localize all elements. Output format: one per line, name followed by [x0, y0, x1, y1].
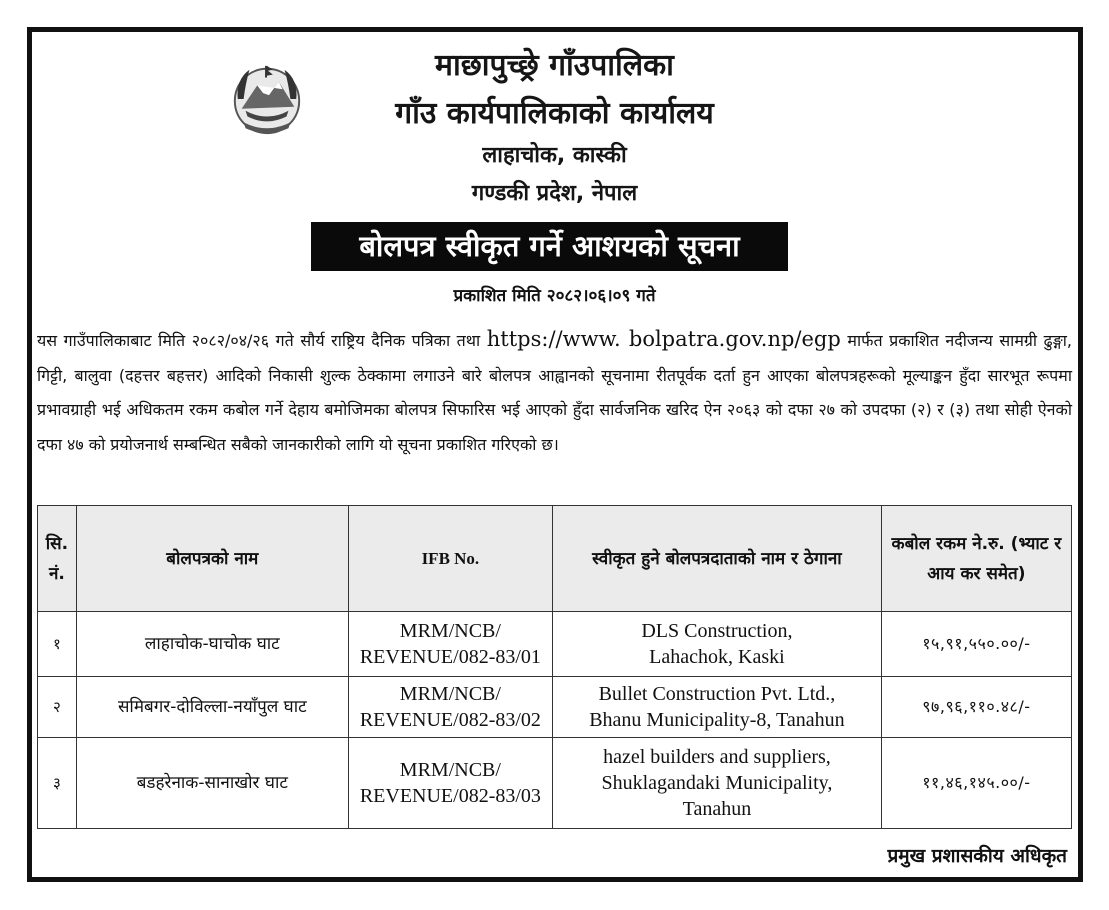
cell-ifb-no: [348, 738, 552, 829]
header-bid-amount: कबोल रकम ने.रु. (भ्याट र आय कर समेत): [881, 506, 1071, 612]
cell-bidder: [553, 677, 882, 738]
cell-bid-name: समिबगर-दोविल्ला-नयाँपुल घाट: [76, 677, 348, 738]
table-header-row: [38, 506, 1072, 612]
ifb-line-2: REVENUE/082-83/03: [359, 785, 541, 807]
cell-amount: १५,९१,५५०.००/-: [881, 612, 1071, 677]
bidder-line-2: Bhanu Municipality-8, Tanahun: [589, 709, 845, 731]
province-country: गण्डकी प्रदेश, नेपाल: [471, 181, 638, 206]
header-serial-no: सि. नं.: [38, 506, 77, 612]
header-ifb-no: IFB No.: [348, 506, 552, 612]
signatory-title: प्रमुख प्रशासकीय अधिकृत: [887, 845, 1067, 867]
cell-bidder: [553, 612, 882, 677]
bidder-line-1: Bullet Construction Pvt. Ltd.,: [598, 683, 836, 705]
body-text-part1: यस गाउँपालिकाबाट मिति २०८२/०४/२६ गते सौर्य राष्ट्रिय दैनिक पत्रिका तथा: [37, 331, 487, 350]
body-text-part2: मार्फत प्रकाशित नदीजन्य सामग्री ढुङ्गा, गिट्टी, बालुवा (दहत्तर बहत्तर) आदिको निकासी शुल्क ठेक्कामा लगाउने बारे बोलपत्र आह्वानको सूचनामा रीतपूर्वक दर्ता हुन आएका बोलपत्रहरूको मूल्याङ्कन हुँदा सारभूत रूपमा प्रभावग्राही भई अधिकतम रकम कबोल गर्ने देहाय बमोजिमका बोलपत्र सिफारिस भई आएको हुँदा सार्वजनिक खरिद ऐन २०६३ को दफा २७ को उपदफा (२) र (३) तथा सोही ऐनको दफा ४७ को प्रयोजनार्थ सम्बन्धित सबैको जानकारीको लागि यो सूचना प्रकाशित गरिएको छ।: [37, 331, 1073, 454]
ifb-line-2: REVENUE/082-83/01: [359, 646, 541, 668]
ifb-line-2: REVENUE/082-83/02: [359, 709, 541, 731]
header-bidder-name-address: स्वीकृत हुने बोलपत्रदाताको नाम र ठेगाना: [553, 506, 882, 612]
table-row: [38, 612, 1072, 677]
notice-body: [37, 322, 1072, 462]
ifb-line-1: MRM/NCB/: [399, 620, 501, 642]
office-name: गाँउ कार्यपालिकाको कार्यालय: [395, 96, 714, 131]
cell-bid-name: बडहरेनाक-सानाखोर घाट: [76, 738, 348, 829]
cell-serial-no: १: [38, 612, 77, 677]
published-date: प्रकाशित मिति २०८२।०६।०९ गते: [453, 286, 656, 306]
office-location: लाहाचोक, कास्की: [482, 143, 627, 168]
cell-ifb-no: [348, 612, 552, 677]
municipality-name: माछापुच्छ्रे गाँउपालिका: [435, 48, 674, 83]
cell-serial-no: ३: [38, 738, 77, 829]
table-row: [38, 677, 1072, 738]
notice-title: बोलपत्र स्वीकृत गर्ने आशयको सूचना: [311, 222, 788, 271]
bidder-line-2: Shuklagandaki Municipality,: [601, 772, 833, 794]
cell-ifb-no: [348, 677, 552, 738]
bid-acceptance-table: [37, 505, 1072, 829]
bidder-line-3: Tanahun: [682, 798, 752, 820]
bidder-line-2: Lahachok, Kaski: [649, 646, 785, 668]
cell-bid-name: लाहाचोक-घाचोक घाट: [76, 612, 348, 677]
table-row: [38, 738, 1072, 829]
cell-bidder: [553, 738, 882, 829]
bidder-line-1: hazel builders and suppliers,: [603, 746, 831, 768]
cell-amount: ११,४६,१४५.००/-: [881, 738, 1071, 829]
ifb-line-1: MRM/NCB/: [399, 683, 501, 705]
cell-amount: ९७,९६,११०.४८/-: [881, 677, 1071, 738]
header-bid-name: बोलपत्रको नाम: [76, 506, 348, 612]
ifb-line-1: MRM/NCB/: [399, 759, 501, 781]
bolpatra-url-link[interactable]: https://www. bolpatra.gov.np/egp: [486, 327, 841, 351]
bidder-line-1: DLS Construction,: [641, 620, 793, 642]
cell-serial-no: २: [38, 677, 77, 738]
